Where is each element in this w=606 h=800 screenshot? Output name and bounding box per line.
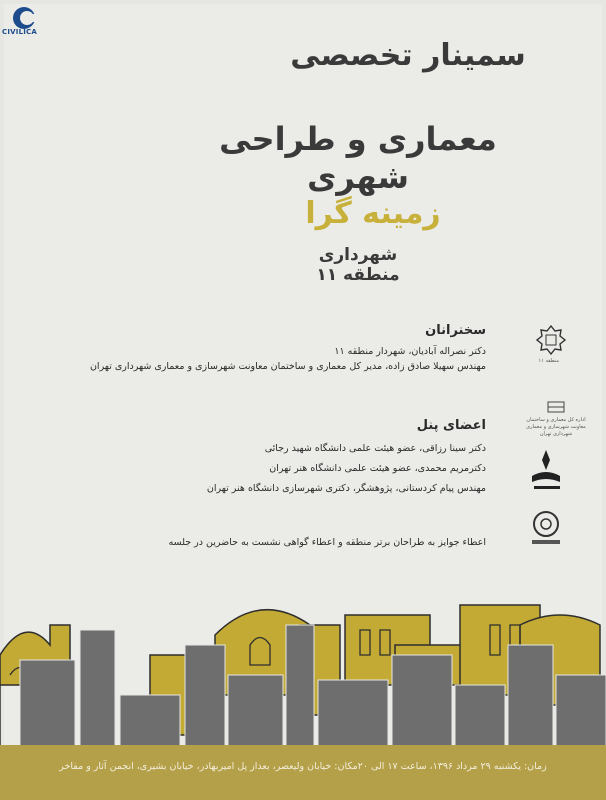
civilica-logo-icon xyxy=(4,4,44,44)
seminar-title-line1: سمینار تخصصی xyxy=(290,38,526,73)
speakers-section xyxy=(90,323,486,374)
panel-member-item: دکترمریم محمدی، عضو هیئت علمی دانشگاه هنر تهران xyxy=(269,463,486,474)
art-university-emblem-icon xyxy=(526,448,566,494)
seminar-title-line2: معماری و طراحی شهری xyxy=(219,120,497,196)
panel-section xyxy=(207,418,486,499)
heritage-association-emblem-icon xyxy=(526,508,566,548)
civilica-logo-text: CIVILICA xyxy=(2,28,37,36)
tehran-municipality-emblem-icon xyxy=(536,325,566,355)
panel-member-item: دکتر سینا رزاقی، عضو هیئت علمی دانشگاه شهید رجائی xyxy=(264,443,486,454)
speakers-heading: سخنرانان xyxy=(425,323,486,338)
event-time-location: زمان: یکشنبه ۲۹ مرداد ۱۳۹۶، ساعت ۱۷ الی ۲۰مکان: خیابان ولیعصر، بعداز پل امیربهادر، خیابان بشیری، انجمن آثار و مفاخر xyxy=(59,761,547,772)
speaker-item: دکتر نصراله آبادیان، شهردار منطقه ۱۱ xyxy=(334,346,486,357)
awards-note: اعطاء جوایز به طراحان برتر منطقه و اعطاء گواهی نشست به حاضرین در جلسه xyxy=(168,537,486,548)
speaker-item: مهندس سهیلا صادق زاده، مدیر کل معماری و ساختمان معاونت شهرسازی و معماری شهرداری تهران xyxy=(89,361,486,372)
panel-member-item: مهندس پیام کردستانی، پژوهشگر، دکتری شهرسازی دانشگاه هنر تهران xyxy=(206,483,486,494)
organizer-name: شهرداری منطقه ۱۱ xyxy=(316,245,400,285)
panel-heading: اعضای پنل xyxy=(416,418,486,433)
emblem-caption: اداره کل معماری و ساختمان معاونت شهرسازی و معماری شهرداری تهران xyxy=(526,417,586,437)
department-logo-icon xyxy=(546,400,566,414)
emblem-caption: منطقه ۱۱ xyxy=(538,358,559,364)
seminar-subtitle: زمینه گرا xyxy=(305,196,441,231)
architecture-department-emblem xyxy=(526,400,586,438)
